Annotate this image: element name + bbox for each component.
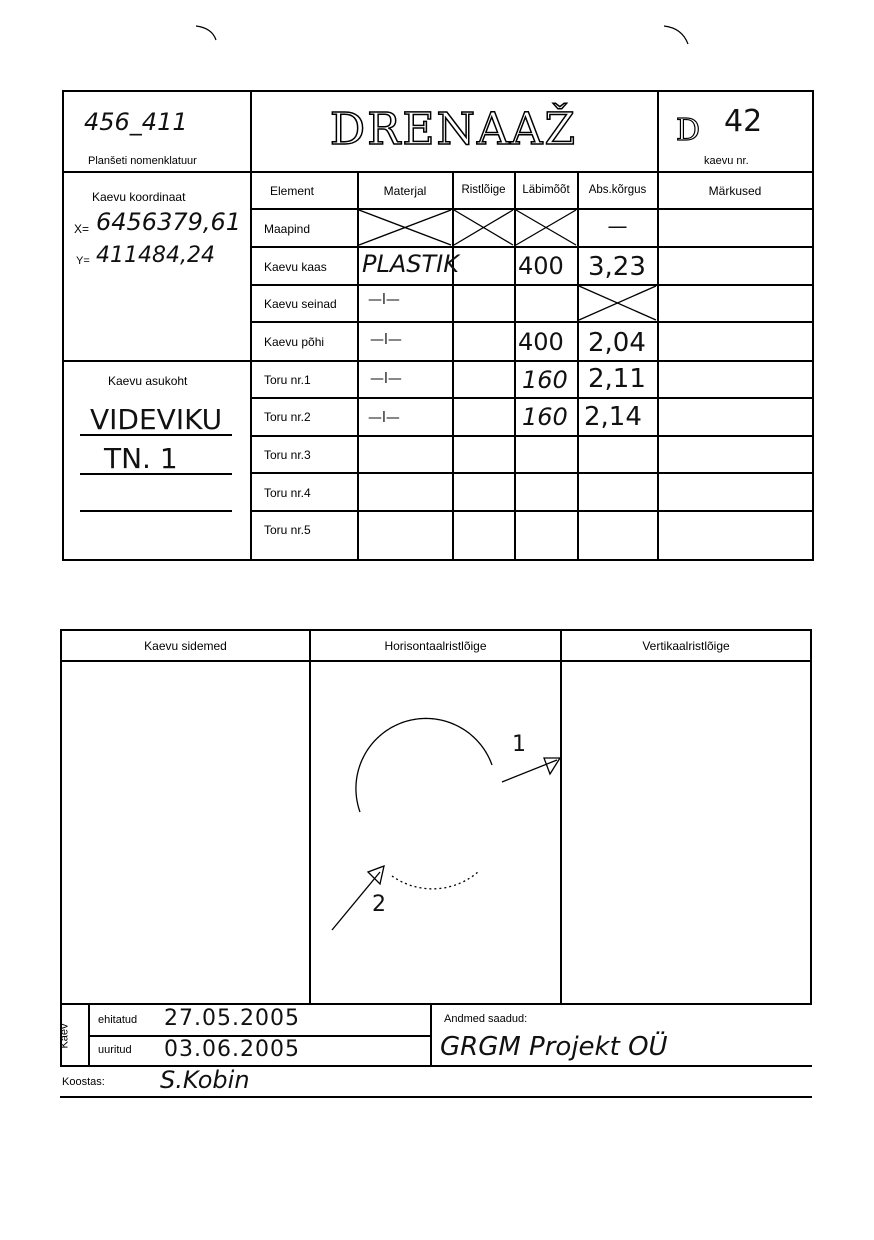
row-element: Toru nr.1 bbox=[264, 373, 311, 387]
height-value: 3,23 bbox=[588, 252, 646, 282]
data-source-label: Andmed saadud: bbox=[444, 1013, 528, 1025]
diameter-value: 160 bbox=[522, 403, 568, 431]
material-value: —l— bbox=[370, 332, 402, 348]
row-element: Kaevu seinad bbox=[264, 297, 337, 311]
header-section: Ristlõige bbox=[461, 184, 506, 196]
row-element: Toru nr.5 bbox=[264, 523, 311, 537]
diameter-value: 400 bbox=[518, 328, 564, 356]
well-prefix: D bbox=[676, 113, 701, 148]
col-links-header: Kaevu sidemed bbox=[144, 639, 227, 653]
x-prefix: X= bbox=[74, 222, 90, 236]
well-label: kaevu nr. bbox=[704, 155, 749, 167]
compiler-label: Koostas: bbox=[62, 1076, 105, 1088]
material-value: —l— bbox=[368, 410, 400, 426]
header-diameter: Läbimõõt bbox=[522, 184, 570, 196]
diameter-value: 160 bbox=[522, 366, 568, 394]
x-value: 6456379,61 bbox=[96, 208, 242, 236]
compiler-value: S.Kobin bbox=[160, 1066, 250, 1094]
row-element: Kaevu põhi bbox=[264, 335, 325, 349]
material-value: PLASTIK bbox=[362, 250, 459, 278]
height-value: 2,14 bbox=[584, 402, 642, 432]
header-height: Abs.kõrgus bbox=[588, 184, 647, 196]
row-element: Maapind bbox=[264, 222, 311, 236]
y-prefix: Y= bbox=[76, 255, 90, 267]
location-label: Kaevu asukoht bbox=[108, 374, 188, 388]
row-element: Kaevu kaas bbox=[264, 260, 327, 274]
col-vertical-header: Vertikaalristlõige bbox=[642, 639, 730, 653]
surveyed-label: uuritud bbox=[98, 1044, 132, 1056]
material-value: —l— bbox=[370, 371, 402, 387]
row-element: Toru nr.4 bbox=[264, 486, 311, 500]
pipe-1-label: 1 bbox=[512, 732, 526, 757]
header-notes: Märkused bbox=[708, 184, 762, 198]
built-date: 27.05.2005 bbox=[164, 1006, 300, 1031]
height-value: 2,11 bbox=[588, 364, 646, 394]
material-value: —l— bbox=[368, 292, 400, 308]
header-element: Element bbox=[269, 184, 315, 198]
y-value: 411484,24 bbox=[96, 243, 215, 268]
data-source-value: GRGM Projekt OÜ bbox=[440, 1032, 668, 1062]
well-number: 42 bbox=[724, 104, 763, 139]
header-material: Materjal bbox=[383, 184, 427, 198]
diameter-value: 400 bbox=[518, 252, 564, 280]
pipe-2-label: 2 bbox=[372, 892, 386, 917]
nomenclature-value: 456_411 bbox=[84, 108, 188, 136]
height-value: — bbox=[607, 214, 628, 238]
location-line1: VIDEVIKU bbox=[90, 403, 223, 436]
surveyed-date: 03.06.2005 bbox=[164, 1037, 300, 1062]
col-horizontal-header: Horisontaalristlõige bbox=[384, 639, 487, 653]
nomenclature-label: Planšeti nomenklatuur bbox=[88, 155, 197, 167]
page-title: DRENAAŽ bbox=[329, 104, 578, 155]
row-element: Toru nr.3 bbox=[264, 448, 311, 462]
side-label: Kaev bbox=[58, 1023, 71, 1049]
row-element: Toru nr.2 bbox=[264, 410, 311, 424]
coords-label: Kaevu koordinaat bbox=[92, 190, 186, 204]
built-label: ehitatud bbox=[98, 1014, 138, 1026]
height-value: 2,04 bbox=[588, 328, 646, 358]
location-line2: TN. 1 bbox=[104, 442, 178, 475]
